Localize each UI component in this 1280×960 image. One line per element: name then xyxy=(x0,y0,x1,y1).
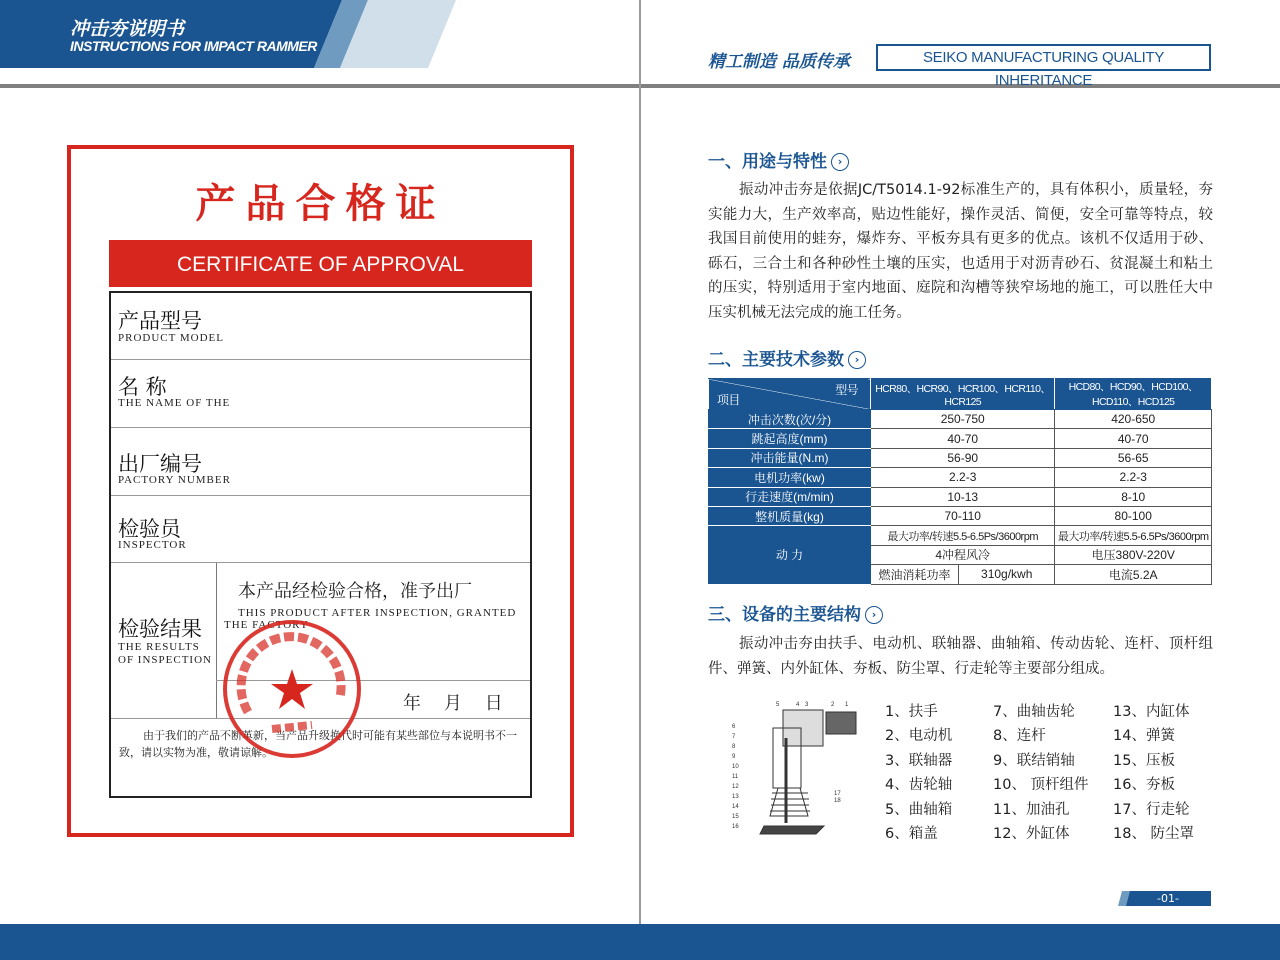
cell: 310g/kwh xyxy=(959,565,1055,584)
param-label: 整机质量(kg) xyxy=(709,506,871,525)
param-label: 行走速度(m/min) xyxy=(709,487,871,506)
section-title: 一、用途与特性 xyxy=(708,152,827,172)
param-value: 8-10 xyxy=(1055,487,1212,506)
section-3-heading xyxy=(708,600,883,625)
cell: 燃油消耗功率 xyxy=(871,565,959,584)
label-en-1: THE RESULTS xyxy=(118,641,200,653)
part-item: 4、齿轮轴 xyxy=(885,777,953,794)
diagram-label: 14 xyxy=(732,804,739,810)
row-product-model xyxy=(111,293,530,360)
param-value: 70-110 xyxy=(871,506,1055,525)
param-label: 冲击次数(次/分) xyxy=(709,410,871,429)
cell: 电流5.2A xyxy=(1055,565,1212,584)
section-title: 二、主要技术参数 xyxy=(708,350,844,370)
manual-title-cn: 冲击夯说明书 xyxy=(70,18,185,40)
row-inspector xyxy=(111,496,530,563)
part-item: 16、夯板 xyxy=(1113,777,1175,794)
label-en-2: OF INSPECTION xyxy=(118,654,212,666)
chevron-right-icon: › xyxy=(865,606,883,624)
chevron-right-icon: › xyxy=(831,153,849,171)
param-value: 80-100 xyxy=(1055,506,1212,525)
param-value: 56-90 xyxy=(871,448,1055,467)
diagram-label: 10 xyxy=(732,764,739,770)
statement-en-1: THIS PRODUCT AFTER INSPECTION, GRANTED xyxy=(238,607,517,619)
part-item: 18、 防尘罩 xyxy=(1113,826,1195,842)
diagram-label: 16 xyxy=(732,824,739,830)
label-cn: 出厂编号 xyxy=(118,452,202,476)
param-value: 420-650 xyxy=(1055,410,1212,429)
param-value: 10-13 xyxy=(871,487,1055,506)
section-title: 三、设备的主要结构 xyxy=(708,605,861,625)
diagram-label: 6 xyxy=(732,724,736,730)
spec-header-row xyxy=(709,379,1212,410)
part-item: 7、曲轴齿轮 xyxy=(993,704,1075,720)
label-en: INSPECTOR xyxy=(118,539,187,551)
label-en: PACTORY NUMBER xyxy=(118,474,231,486)
date-field: 年 月 日 xyxy=(403,693,503,714)
param-label: 电机功率(kw) xyxy=(709,468,871,487)
row-factory-number xyxy=(111,428,530,496)
label-cn: 检验结果 xyxy=(118,617,202,641)
certificate-note: 由于我们的产品不断革新，当产品升级换代时可能有某些部位与本说明书不一致，请以实物为准，敬请谅解。 xyxy=(119,729,517,759)
part-item: 6、箱盖 xyxy=(885,826,938,842)
row-name xyxy=(111,360,530,428)
chevron-right-icon: › xyxy=(848,351,866,369)
spec-row xyxy=(709,487,1212,506)
part-item: 8、连杆 xyxy=(993,728,1046,745)
page-spine xyxy=(639,0,641,924)
statement-en-2: THE FACTORY xyxy=(224,619,309,631)
diagram-label: 17 xyxy=(834,791,841,797)
diagram-label: 1 xyxy=(845,702,849,708)
section-3-text: 振动冲击夯由扶手、电动机、联轴器、曲轴箱、传动齿轮、连杆、顶杆组件、弹簧、内外缸体、夯板、防尘罩、行走轮等主要部分组成。 xyxy=(708,636,1213,677)
spec-row xyxy=(709,468,1212,487)
part-item: 11、加油孔 xyxy=(993,801,1070,818)
diagram-label: 18 xyxy=(834,798,841,804)
section-2-heading xyxy=(708,345,866,370)
part-item: 15、压板 xyxy=(1113,752,1175,769)
part-item: 1、扶手 xyxy=(885,704,938,720)
param-value: 40-70 xyxy=(1055,429,1212,448)
part-item: 12、外缸体 xyxy=(993,826,1070,842)
header-item: 项目 xyxy=(717,393,740,407)
page-tab-accent xyxy=(1118,891,1130,906)
slogan-en: SEIKO MANUFACTURING QUALITY INHERITANCE xyxy=(876,44,1211,71)
section-1-text: 振动冲击夯是依据JC/T5014.1-92标准生产的，具有体积小，质量轻，夯实能力大，生产效率高，贴边性能好，操作灵活、简便，安全可靠等特点，较我国目前使用的蛙夯，爆炸夯、平板夯具有更多的优点。该机不仅适用于砂、砾石，三合土和各种砂性土壤的压实，也适用于对沥青砂石、贫混凝土和粘土的压实，特别适用于室内地面、庭院和沟槽等狭窄场地的施工，可以胜任大中压实机械无法完成的施工任务。 xyxy=(708,182,1213,321)
spec-table xyxy=(708,378,1212,585)
cell: 4冲程风冷 xyxy=(871,545,1055,564)
part-item: 13、内缸体 xyxy=(1113,704,1190,720)
cell: 电压380V-220V xyxy=(1055,545,1212,564)
section-1-heading xyxy=(708,147,849,172)
header-corner xyxy=(709,379,871,410)
cell: 最大功率/转速5.5-6.5Ps/3600rpm xyxy=(871,526,1055,545)
diagram-label: 5 xyxy=(776,702,780,708)
diagram-label: 13 xyxy=(732,794,739,800)
inspection-stamp xyxy=(220,617,364,761)
header-left xyxy=(0,0,640,83)
part-item: 2、电动机 xyxy=(885,728,953,745)
power-label: 动 力 xyxy=(709,526,871,584)
param-value: 40-70 xyxy=(871,429,1055,448)
spec-row xyxy=(709,448,1212,467)
label-cn: 检验员 xyxy=(118,517,181,541)
param-value: 250-750 xyxy=(871,410,1055,429)
label-cn: 产品型号 xyxy=(118,309,202,333)
param-value: 2.2-3 xyxy=(871,468,1055,487)
diagram-label: 11 xyxy=(732,774,739,780)
statement-cn: 本产品经检验合格，准予出厂 xyxy=(238,581,472,602)
footer-band xyxy=(0,924,1280,960)
manual-title-en: INSTRUCTIONS FOR IMPACT RAMMER xyxy=(70,38,317,54)
label-en xyxy=(118,641,212,667)
slogan: 精工制造 品质传承 xyxy=(708,52,850,72)
label-en: THE NAME OF THE xyxy=(118,397,231,409)
header-model: 型号 xyxy=(835,383,858,397)
diagram-label: 15 xyxy=(732,814,739,820)
spec-row xyxy=(709,506,1212,525)
part-item: 10、 顶杆组件 xyxy=(993,777,1089,794)
part-item: 14、弹簧 xyxy=(1113,728,1175,745)
diagram-label: 2 xyxy=(831,702,835,708)
certificate-title: 产品合格证 xyxy=(195,180,446,227)
param-label: 跳起高度(mm) xyxy=(709,429,871,448)
rammer-diagram xyxy=(728,698,858,843)
label-en: PRODUCT MODEL xyxy=(118,332,225,344)
certificate-banner: CERTIFICATE OF APPROVAL xyxy=(109,240,532,287)
diagram-label: 3 xyxy=(805,702,809,708)
part-item: 5、曲轴箱 xyxy=(885,801,953,818)
param-value: 2.2-3 xyxy=(1055,468,1212,487)
diagram-label: 4 xyxy=(796,702,800,708)
power-row-1 xyxy=(709,526,1212,545)
header-hcr: HCR80、HCR90、HCR100、HCR110、HCR125 xyxy=(871,379,1055,410)
header-hcd: HCD80、HCD90、HCD100、HCD110、HCD125 xyxy=(1055,379,1212,410)
cell: 最大功率/转速5.5-6.5Ps/3600rpm xyxy=(1055,526,1212,545)
part-item: 3、联轴器 xyxy=(885,752,953,769)
diagram-label: 9 xyxy=(732,754,736,760)
label-cn: 名 称 xyxy=(118,375,167,399)
param-value: 56-65 xyxy=(1055,448,1212,467)
diagram-label: 7 xyxy=(732,734,736,740)
param-label: 冲击能量(N.m) xyxy=(709,448,871,467)
diagram-label: 12 xyxy=(732,784,739,790)
part-item: 17、行走轮 xyxy=(1113,801,1190,818)
part-item: 9、联结销轴 xyxy=(993,752,1075,769)
spec-row xyxy=(709,410,1212,429)
spec-row xyxy=(709,429,1212,448)
diagram-label: 8 xyxy=(732,744,736,750)
page-number: -01- xyxy=(1125,891,1211,906)
